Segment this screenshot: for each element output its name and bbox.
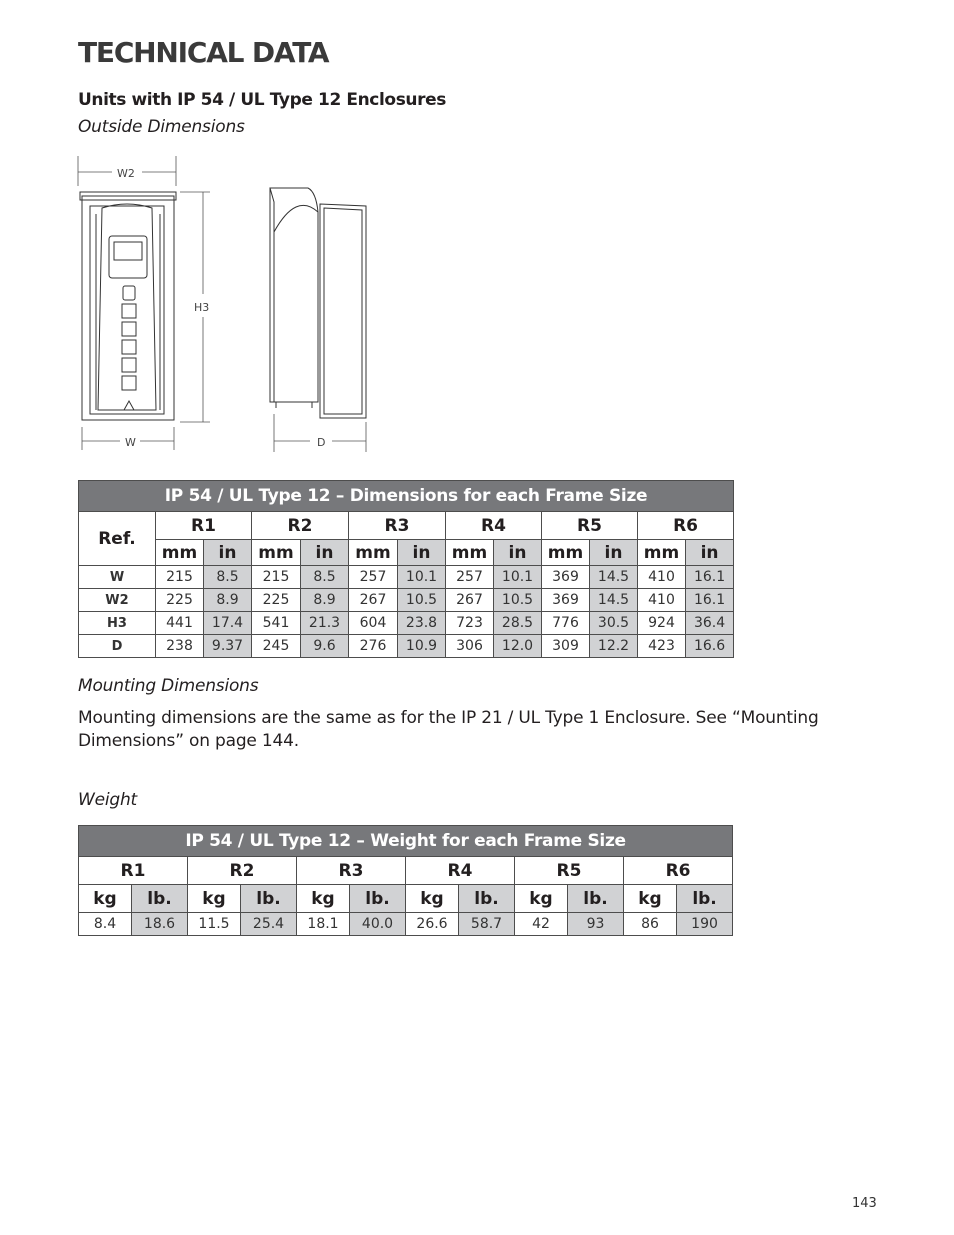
table-cell: 309	[542, 635, 590, 658]
frame-header: R5	[542, 512, 638, 540]
table-cell: 369	[542, 589, 590, 612]
table-cell: 10.1	[398, 566, 446, 589]
drive-outline-drawing	[76, 152, 376, 452]
table-cell: 441	[156, 612, 204, 635]
unit-header: mm	[542, 540, 590, 566]
row-ref-label: H3	[79, 612, 156, 635]
table-cell: 18.6	[132, 913, 188, 936]
table-cell: 215	[156, 566, 204, 589]
table-cell: 26.6	[406, 913, 459, 936]
unit-header: in	[686, 540, 734, 566]
table-cell: 42	[515, 913, 568, 936]
unit-header: kg	[406, 885, 459, 913]
weight-table	[78, 825, 733, 936]
table-cell: 8.9	[204, 589, 252, 612]
table-row	[79, 913, 733, 936]
table-cell: 8.5	[301, 566, 349, 589]
table-cell: 9.37	[204, 635, 252, 658]
table-cell: 541	[252, 612, 301, 635]
unit-header: kg	[297, 885, 350, 913]
table-cell: 215	[252, 566, 301, 589]
dimensions-table	[78, 480, 734, 658]
page-title: TECHNICAL DATA	[78, 36, 329, 69]
table-row	[79, 612, 734, 635]
table-cell: 17.4	[204, 612, 252, 635]
table-cell: 225	[252, 589, 301, 612]
table-cell: 23.8	[398, 612, 446, 635]
table-cell: 190	[677, 913, 733, 936]
page-number: 143	[852, 1196, 877, 1211]
section-heading: Units with IP 54 / UL Type 12 Enclosures	[78, 90, 446, 110]
frame-header: R1	[156, 512, 252, 540]
table-cell: 776	[542, 612, 590, 635]
table-cell: 8.5	[204, 566, 252, 589]
table-cell: 410	[638, 566, 686, 589]
unit-header: lb.	[241, 885, 297, 913]
frame-header: R3	[297, 857, 406, 885]
frame-header: R1	[79, 857, 188, 885]
table-cell: 16.1	[686, 589, 734, 612]
dimensions-table-body	[79, 566, 734, 658]
unit-header: kg	[188, 885, 241, 913]
table-cell: 10.5	[398, 589, 446, 612]
mounting-dimensions-text: Mounting dimensions are the same as for the IP 21 / UL Type 1 Enclosure. See “Mounting Dimensions” on page 144.	[78, 708, 819, 751]
table-cell: 12.2	[590, 635, 638, 658]
mounting-dimensions-heading: Mounting Dimensions	[78, 676, 259, 696]
h3-label: H3	[194, 301, 210, 314]
table-row	[79, 635, 734, 658]
table-row	[79, 589, 734, 612]
w-label: W	[125, 436, 136, 449]
table-cell: 423	[638, 635, 686, 658]
row-ref-label: W2	[79, 589, 156, 612]
outside-dimensions-heading: Outside Dimensions	[78, 117, 245, 137]
table-cell: 14.5	[590, 566, 638, 589]
table-cell: 12.0	[494, 635, 542, 658]
frame-header: R6	[638, 512, 734, 540]
unit-header: in	[590, 540, 638, 566]
unit-header: lb.	[568, 885, 624, 913]
unit-header: in	[398, 540, 446, 566]
table-cell: 16.6	[686, 635, 734, 658]
table-cell: 267	[446, 589, 494, 612]
w2-label: W2	[117, 167, 135, 180]
unit-header: lb.	[132, 885, 188, 913]
frame-header: R2	[188, 857, 297, 885]
table-cell: 257	[349, 566, 398, 589]
table-cell: 11.5	[188, 913, 241, 936]
front-view	[80, 192, 176, 420]
table-cell: 723	[446, 612, 494, 635]
unit-header: in	[494, 540, 542, 566]
weight-table-title: IP 54 / UL Type 12 – Weight for each Frame Size	[79, 826, 733, 857]
table-cell: 410	[638, 589, 686, 612]
table-cell: 40.0	[350, 913, 406, 936]
table-cell: 257	[446, 566, 494, 589]
unit-header: lb.	[459, 885, 515, 913]
row-ref-label: W	[79, 566, 156, 589]
unit-header: lb.	[677, 885, 733, 913]
table-cell: 25.4	[241, 913, 297, 936]
table-cell: 93	[568, 913, 624, 936]
ref-header: Ref.	[79, 512, 156, 566]
table-cell: 18.1	[297, 913, 350, 936]
frame-header: R4	[406, 857, 515, 885]
table-cell: 36.4	[686, 612, 734, 635]
table-cell: 9.6	[301, 635, 349, 658]
row-ref-label: D	[79, 635, 156, 658]
table-cell: 604	[349, 612, 398, 635]
table-cell: 245	[252, 635, 301, 658]
dimensions-table-title: IP 54 / UL Type 12 – Dimensions for each Frame Size	[79, 481, 734, 512]
table-cell: 238	[156, 635, 204, 658]
table-cell: 8.4	[79, 913, 132, 936]
table-cell: 276	[349, 635, 398, 658]
side-view	[270, 188, 366, 418]
table-cell: 10.9	[398, 635, 446, 658]
frame-header: R4	[446, 512, 542, 540]
table-cell: 267	[349, 589, 398, 612]
unit-header: in	[204, 540, 252, 566]
table-cell: 8.9	[301, 589, 349, 612]
table-cell: 225	[156, 589, 204, 612]
unit-header: mm	[349, 540, 398, 566]
table-cell: 14.5	[590, 589, 638, 612]
frame-header: R6	[624, 857, 733, 885]
table-cell: 28.5	[494, 612, 542, 635]
unit-header: mm	[638, 540, 686, 566]
table-cell: 21.3	[301, 612, 349, 635]
table-cell: 924	[638, 612, 686, 635]
table-cell: 16.1	[686, 566, 734, 589]
table-cell: 10.5	[494, 589, 542, 612]
table-row	[79, 566, 734, 589]
table-cell: 86	[624, 913, 677, 936]
unit-header: kg	[624, 885, 677, 913]
frame-header: R3	[349, 512, 446, 540]
unit-header: kg	[515, 885, 568, 913]
unit-header: mm	[446, 540, 494, 566]
table-cell: 30.5	[590, 612, 638, 635]
frame-header: R2	[252, 512, 349, 540]
unit-header: mm	[252, 540, 301, 566]
table-cell: 369	[542, 566, 590, 589]
unit-header: lb.	[350, 885, 406, 913]
table-cell: 58.7	[459, 913, 515, 936]
frame-header: R5	[515, 857, 624, 885]
unit-header: kg	[79, 885, 132, 913]
unit-header: mm	[156, 540, 204, 566]
table-cell: 306	[446, 635, 494, 658]
unit-header: in	[301, 540, 349, 566]
table-cell: 10.1	[494, 566, 542, 589]
weight-heading: Weight	[78, 790, 138, 810]
d-label: D	[317, 436, 326, 449]
